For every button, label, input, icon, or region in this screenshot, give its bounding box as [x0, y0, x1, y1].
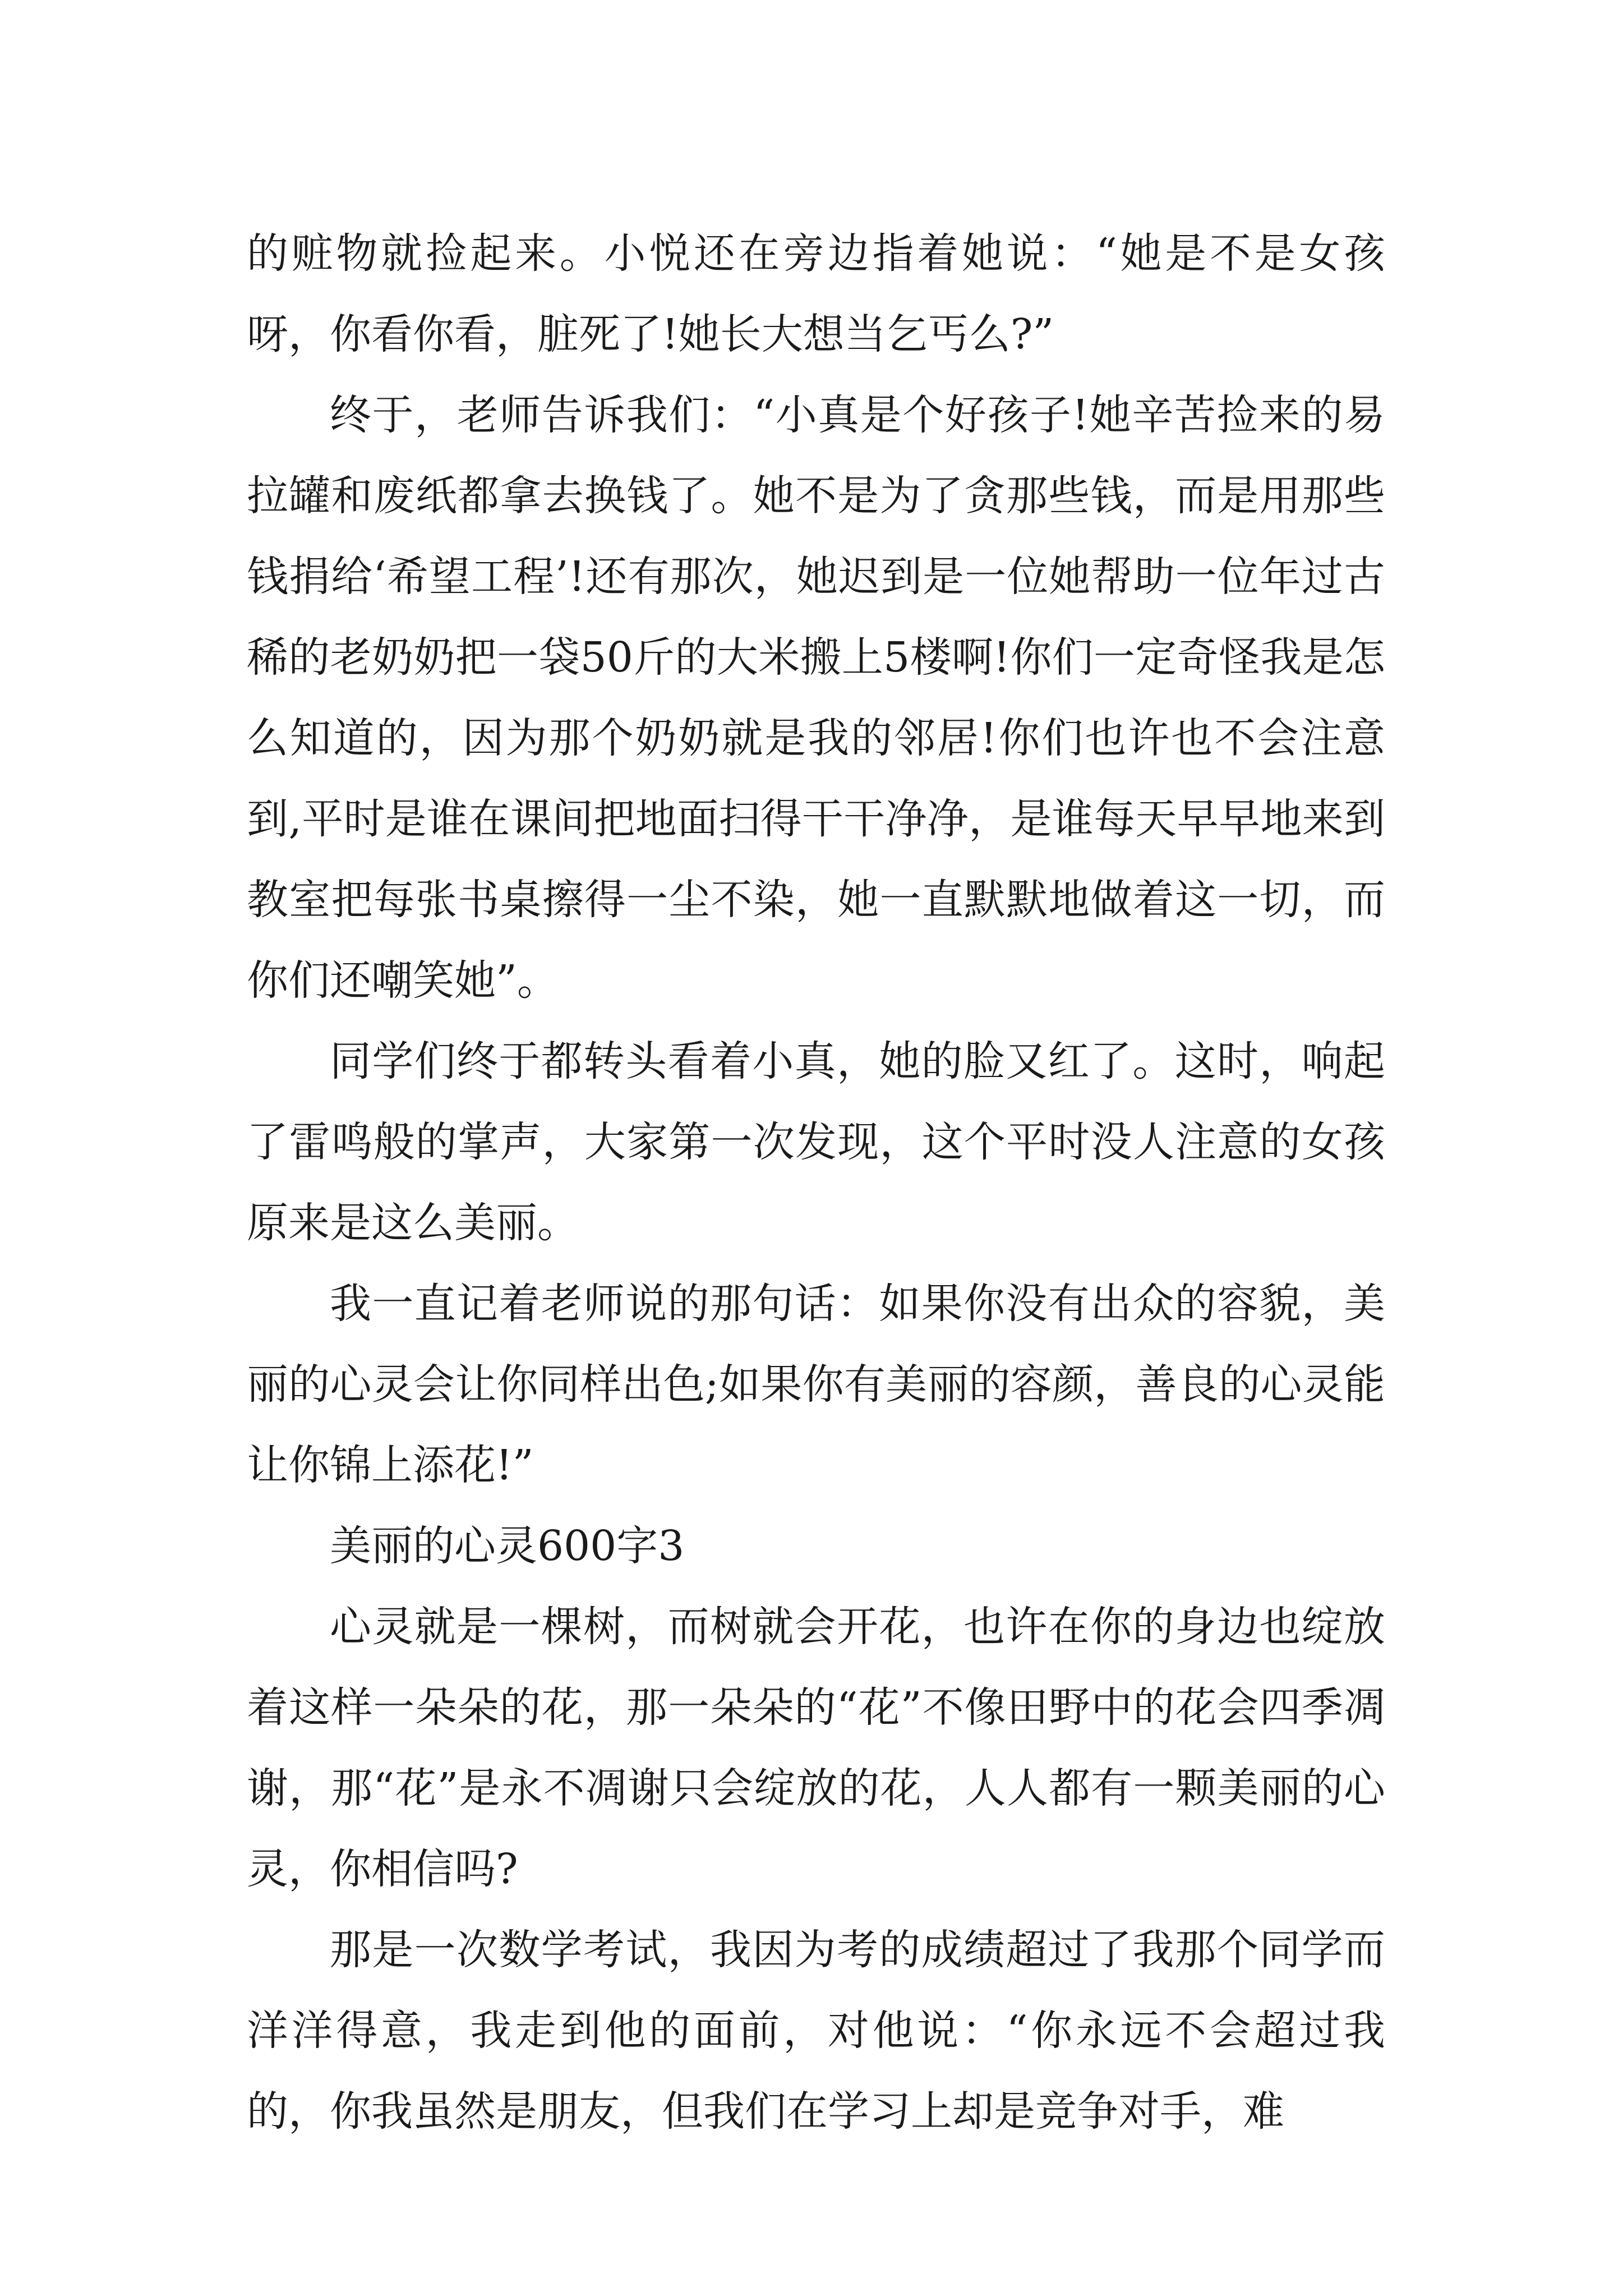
- paragraph-1: 的赃物就捡起来。小悦还在旁边指着她说：“她是不是女孩呀，你看你看，脏死了!她长大想当乞丐么?”: [247, 229, 1385, 358]
- paragraph-2: 终于，老师告诉我们：“小真是个好孩子!她辛苦捡来的易拉罐和废纸都拿去换钱了。她不是为了贪那些钱，而是用那些钱捐给‘希望工程’!还有那次，她迟到是一位她帮助一位年过古稀的老奶奶把一袋50斤的大米搬上5楼啊!你们一定奇怪我是怎么知道的，因为那个奶奶就是我的邻居!你们也许也不会注意到,平时是谁在课间把地面扫得干干净净，是谁每天早早地来到教室把每张书桌擦得一尘不染，她一直默默地做着这一切，而你们还嘲笑她”。: [247, 391, 1385, 1005]
- document-body: [247, 213, 1385, 2152]
- paragraph-5: 心灵就是一棵树，而树就会开花，也许在你的身边也绽放着这样一朵朵的花，那一朵朵的“花”不像田野中的花会四季凋谢，那“花”是永不凋谢只会绽放的花，人人都有一颗美丽的心灵，你相信吗?: [247, 1603, 1385, 1893]
- paragraph-6: 那是一次数学考试，我因为考的成绩超过了我那个同学而洋洋得意，我走到他的面前，对他说：“你永远不会超过我的，你我虽然是朋友，但我们在学习上却是竞争对手，难: [247, 1926, 1385, 2136]
- paragraph-3: 同学们终于都转头看着小真，她的脸又红了。这时，响起了雷鸣般的掌声，大家第一次发现，这个平时没人注意的女孩原来是这么美丽。: [247, 1037, 1385, 1247]
- section-heading: 美丽的心灵600字3: [330, 1522, 685, 1570]
- paragraph-4: 我一直记着老师说的那句话：如果你没有出众的容貌，美丽的心灵会让你同样出色;如果你有美丽的容颜，善良的心灵能让你锦上添花!”: [247, 1280, 1385, 1489]
